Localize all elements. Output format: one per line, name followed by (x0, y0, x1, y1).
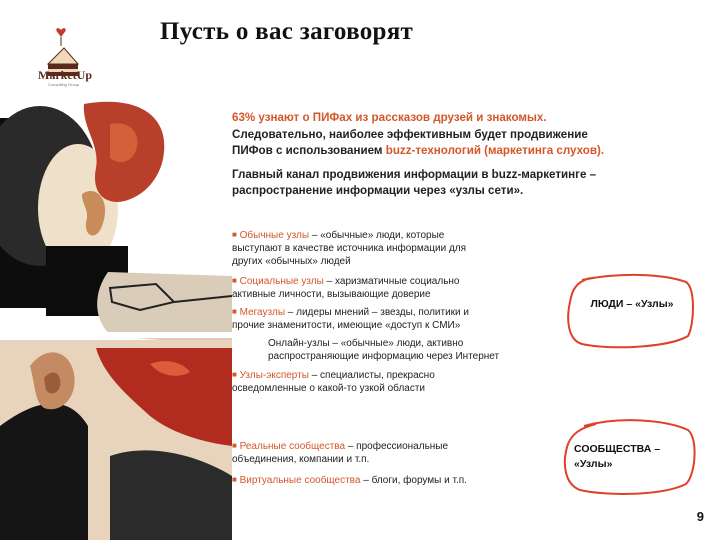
list-item-real-communities: ■ Реальные сообщества – профессиональные объединения, компании и т.п. (232, 441, 449, 465)
slide-title: Пусть о вас заговорят (160, 18, 414, 45)
term-virtual-communities: Виртуальные сообщества (239, 475, 361, 486)
communities-label: СООБЩЕСТВА – «Узлы» (574, 443, 661, 471)
term-social-nodes: Социальные узлы (239, 276, 324, 287)
term-mega-nodes: Мегаузлы (239, 307, 286, 318)
term-regular-nodes: Обычные узлы (239, 230, 310, 241)
term-expert-nodes: Узлы-эксперты (239, 370, 309, 381)
list-item-mega-nodes: ■ Мегаузлы – лидеры мнений – звезды, политики и прочие знаменитости, имеющие «доступ к СМИ» (232, 307, 469, 331)
list-item-social-nodes: ■ Социальные узлы – харизматичные социально активные личности, вызывающие доверие (232, 276, 460, 300)
whisper-photo-collage (0, 96, 232, 540)
intro-text (232, 110, 702, 200)
intro-stat: 63% узнают о ПИФах из рассказов друзей и знакомых. (232, 111, 547, 124)
nodes-hand-drawn-outline (560, 270, 700, 352)
list-item-virtual-communities: ■ Виртуальные сообщества – блоги, форумы и т.п. (232, 475, 467, 486)
intro-line-5: распространение информации через «узлы сети». (232, 184, 524, 198)
term-real-communities: Реальные сообщества (239, 441, 346, 452)
logo-text: MarketUp (38, 68, 92, 82)
intro-line-3-highlight: buzz-технологий (маркетинга слухов). (385, 144, 605, 158)
intro-line-3-pre: ПИФов с использованием (232, 144, 386, 158)
logo-tagline: Consulting Group (48, 82, 80, 87)
nodes-label: ЛЮДИ – «Узлы» (590, 298, 674, 310)
list-item-expert-nodes: ■ Узлы-эксперты – специалисты, прекрасно осведомленные о какой-то узкой области (232, 370, 435, 394)
intro-line-2: Следовательно, наиболее эффективным будет продвижение (232, 127, 588, 141)
intro-line-4: Главный канал продвижения информации в buzz-маркетинге – (232, 167, 597, 181)
list-item-regular-nodes: ■ Обычные узлы – «обычные» люди, которые выступают в качестве источника информации для других «обычных» людей (232, 230, 467, 267)
page-number: 9 (696, 509, 704, 524)
list-item-online-nodes: Онлайн-узлы – «обычные» люди, активно распространяющие информацию через Интернет (268, 338, 500, 362)
